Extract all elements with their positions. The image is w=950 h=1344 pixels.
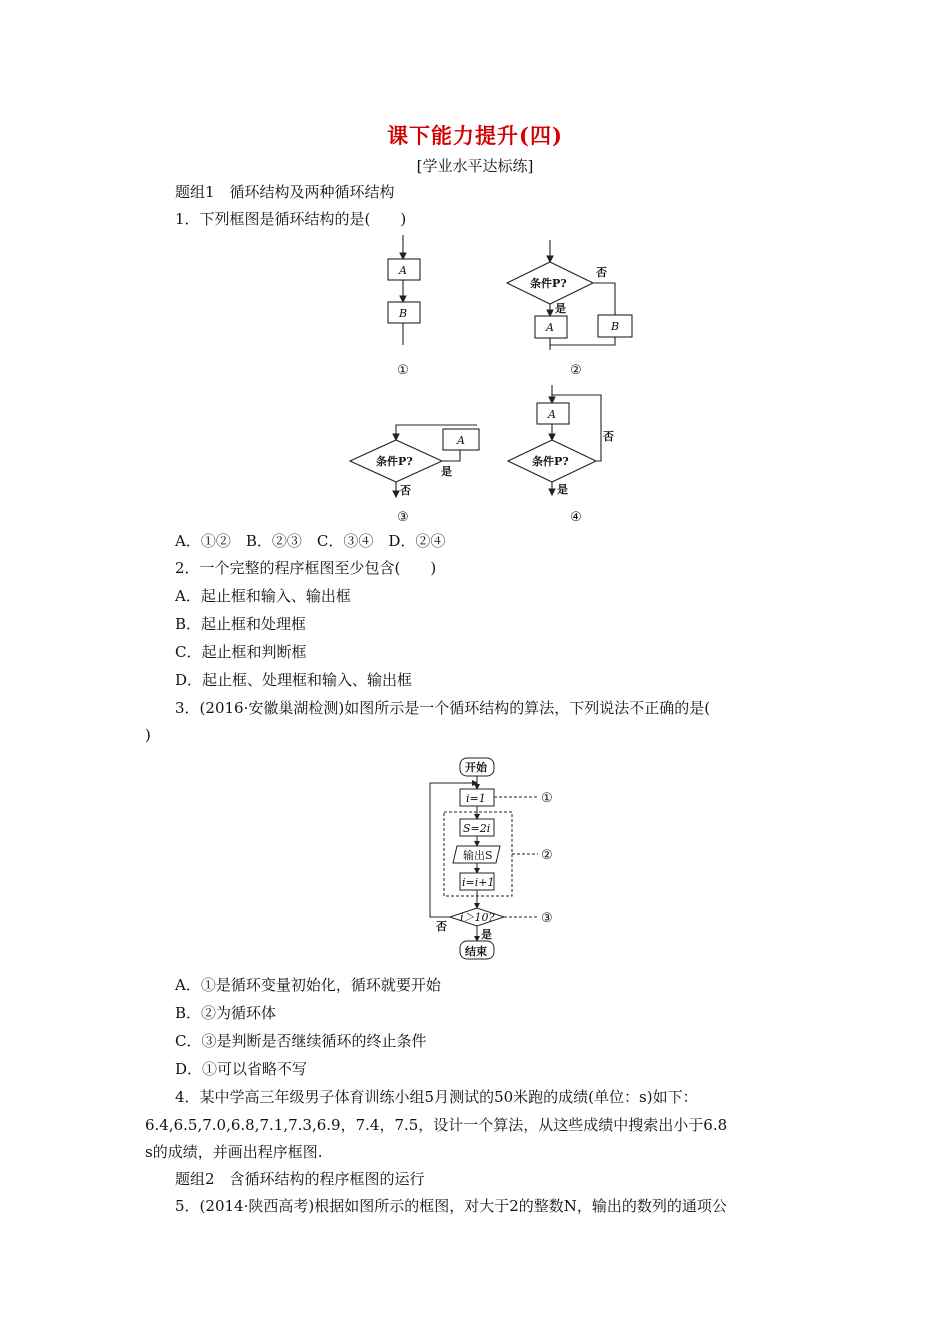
q2-option-c: C．起止框和判断框 — [175, 643, 307, 661]
q3-init: i=1 — [466, 792, 486, 805]
q1-c2-box-b: B — [611, 320, 620, 333]
q1-c3-box-a: A — [457, 434, 465, 447]
q1-c1-box-b: B — [399, 307, 408, 320]
group1-heading: 题组1 循环结构及两种循环结构 — [175, 183, 395, 201]
group2-heading: 题组2 含循环结构的程序框图的运行 — [175, 1170, 425, 1188]
q1-num-4: ④ — [570, 510, 582, 525]
q1-c3-no: 否 — [400, 484, 411, 497]
q1-c2-no: 否 — [596, 266, 607, 279]
q1-stem: 1．下列框图是循环结构的是( ) — [175, 210, 407, 228]
q1-flowcharts — [330, 235, 670, 525]
q1-c2-cond: 条件P? — [530, 277, 567, 290]
q3-cond: i＞10? — [460, 911, 495, 924]
q3-s: S=2i — [463, 822, 491, 835]
q1-num-3: ③ — [397, 510, 409, 525]
q3-option-d: D．①可以省略不写 — [175, 1060, 308, 1078]
q1-c1-box-a: A — [399, 264, 407, 277]
q1-c4-yes: 是 — [557, 483, 568, 496]
q1-options: A．①② B．②③ C．③④ D．②④ — [175, 532, 446, 550]
q3-flowchart — [420, 755, 570, 970]
q5-line1: 5．(2014·陕西高考)根据如图所示的框图，对大于2的整数N，输出的数列的通项公 — [175, 1197, 727, 1215]
q1-c2-yes: 是 — [555, 302, 566, 315]
q3-inc: i=i+1 — [462, 876, 495, 889]
q1-c3-cond: 条件P? — [376, 455, 413, 468]
q1-c4-cond: 条件P? — [532, 455, 569, 468]
q3-end: 结束 — [465, 945, 487, 958]
q3-option-b: B．②为循环体 — [175, 1004, 277, 1022]
page-title: 课下能力提升(四) — [387, 123, 563, 148]
q3-option-c: C．③是判断是否继续循环的终止条件 — [175, 1032, 427, 1050]
q2-stem: 2．一个完整的程序框图至少包含( ) — [175, 559, 437, 577]
q1-num-2: ② — [570, 363, 582, 378]
q4-line2: 6.4,6.5,7.0,6.8,7.1,7.3,6.9，7.4，7.5，设计一个算法，从这些成绩中搜索出小于6.8 — [145, 1116, 728, 1134]
q3-mark-3: ③ — [541, 911, 553, 926]
q4-line1: 4．某中学高三年级男子体育训练小组5月测试的50米跑的成绩(单位：s)如下： — [175, 1088, 698, 1106]
q3-out: 输出S — [463, 849, 493, 862]
q3-option-a: A．①是循环变量初始化，循环就要开始 — [175, 976, 441, 994]
q3-yes: 是 — [481, 928, 492, 941]
q1-c4-no: 否 — [603, 430, 614, 443]
q3-start: 开始 — [465, 761, 487, 774]
q1-c2-box-a: A — [546, 321, 554, 334]
q2-option-d: D．起止框、处理框和输入、输出框 — [175, 671, 413, 689]
q1-num-1: ① — [397, 363, 409, 378]
page-subtitle: [学业水平达标练] — [416, 157, 534, 175]
q3-stem-line2: ) — [145, 726, 151, 744]
q3-stem-line1: 3．(2016·安徽巢湖检测)如图所示是一个循环结构的算法，下列说法不正确的是( — [175, 699, 711, 717]
q1-c4-box-a: A — [548, 408, 556, 421]
q3-no: 否 — [436, 920, 447, 933]
q2-option-b: B．起止框和处理框 — [175, 615, 307, 633]
q4-line3: s的成绩，并画出程序框图. — [145, 1143, 323, 1161]
q2-option-a: A．起止框和输入、输出框 — [175, 587, 351, 605]
q3-mark-2: ② — [541, 848, 553, 863]
q3-mark-1: ① — [541, 791, 553, 806]
q1-c3-yes: 是 — [441, 465, 452, 478]
